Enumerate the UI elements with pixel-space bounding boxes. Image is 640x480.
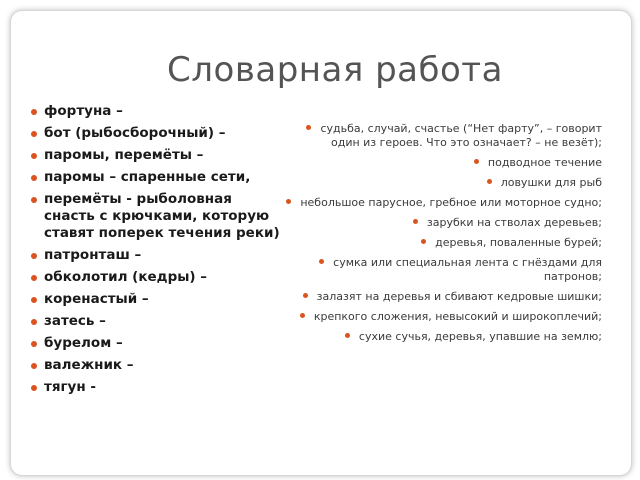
term-item: патронташ – [30, 247, 280, 264]
bullet-icon [303, 293, 308, 298]
definition-text: залазят на деревья и сбивают кедровые шишки; [316, 290, 602, 303]
bullet-icon [319, 259, 324, 264]
bullet-icon [413, 219, 418, 224]
definition-text: крепкого сложения, невысокий и широкоплечий; [313, 310, 602, 323]
definition-text: зарубки на стволах деревьев; [426, 216, 602, 229]
term-item: бот (рыбосборочный) – [30, 125, 280, 142]
definition-item [282, 176, 602, 190]
definition-item [282, 216, 602, 230]
definition-item [282, 310, 602, 324]
definition-item [282, 330, 602, 344]
definition-item [282, 290, 602, 304]
definition-item [282, 196, 602, 210]
term-item: коренастый – [30, 291, 280, 308]
bullet-icon [286, 199, 291, 204]
term-item: паромы, перемёты – [30, 147, 280, 164]
term-item: затесь – [30, 313, 280, 330]
terms-list [30, 103, 280, 401]
term-item: бурелом – [30, 335, 280, 352]
bullet-icon [474, 159, 479, 164]
term-item: обколотил (кедры) – [30, 269, 280, 286]
definition-item [282, 122, 602, 150]
definition-text: подводное течение [487, 156, 602, 169]
definition-text: судьба, случай, счастье (“Нет фарту”, – говорит один из героев. Что это означает? – не везёт); [320, 122, 602, 149]
slide-title: Словарная работа [167, 50, 503, 90]
definition-text: ловушки для рыб [500, 176, 602, 189]
term-item: перемёты - рыболовная снасть с крючками, которую ставят поперек течения реки) [30, 191, 280, 242]
definitions-list [282, 122, 602, 350]
definition-item [282, 256, 602, 284]
term-item: тягун - [30, 379, 280, 396]
bullet-icon [306, 125, 311, 130]
definition-text: сухие сучья, деревья, упавшие на землю; [358, 330, 602, 343]
bullet-icon [345, 333, 350, 338]
term-item: валежник – [30, 357, 280, 374]
term-item: фортуна – [30, 103, 280, 120]
definition-text: деревья, поваленные бурей; [435, 236, 602, 249]
definition-item [282, 236, 602, 250]
definition-text: сумка или специальная лента с гнёздами для патронов; [333, 256, 602, 283]
bullet-icon [421, 239, 426, 244]
definition-item [282, 156, 602, 170]
definition-text: небольшое парусное, гребное или моторное судно; [300, 196, 602, 209]
bullet-icon [300, 313, 305, 318]
term-item: паромы – спаренные сети, [30, 169, 280, 186]
bullet-icon [487, 179, 492, 184]
